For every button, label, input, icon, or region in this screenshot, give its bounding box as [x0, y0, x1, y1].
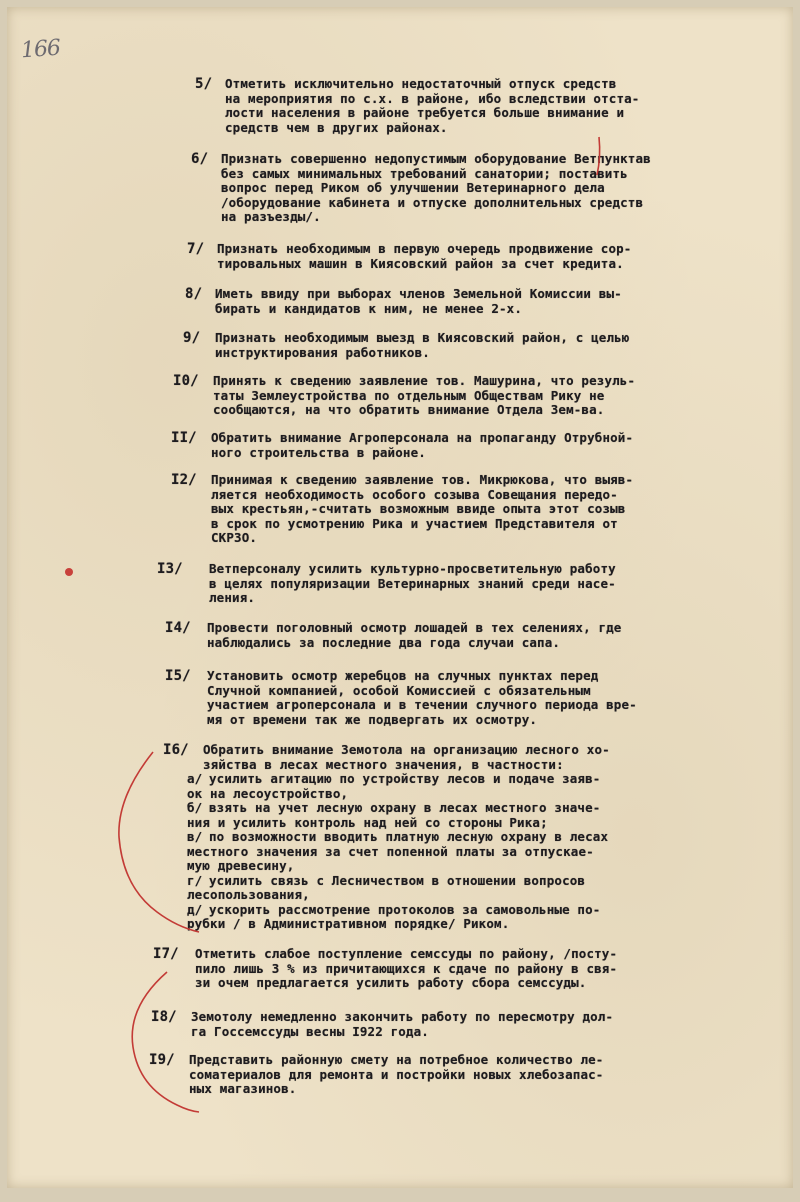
resolution-item-19 [149, 1053, 769, 1097]
item-number: I2/ [171, 472, 197, 488]
item-number: 5/ [195, 76, 213, 92]
resolution-item-13 [157, 562, 767, 606]
resolution-item-14 [165, 621, 775, 650]
item-text: Обратить внимание Земотола на организацию лесного хо- зяйства в лесах местного значения, в частности: [203, 742, 610, 772]
item-number: 6/ [191, 151, 209, 167]
item-number: 8/ [185, 286, 203, 302]
folio-number: 166 [20, 35, 61, 64]
item-text: Иметь ввиду при выборах членов Земельной Комиссии вы- бирать и кандидатов к ним, не менее 2-х. [215, 286, 622, 316]
item-text: Ветперсоналу усилить культурно-просветительную работу в целях популяризации Ветеринарных знаний среди насе- ления. [209, 561, 616, 605]
item-number: I3/ [157, 561, 183, 577]
resolution-item-16 [163, 743, 778, 932]
resolution-item-15 [165, 669, 775, 727]
resolution-item-6 [191, 152, 781, 225]
subitem [187, 772, 778, 801]
item-text: Представить районную смету на потребное количество ле- соматериалов для ремонта и постройки новых хлебозапас- ных магазинов. [189, 1052, 604, 1096]
item-text: Земотолу немедленно закончить работу по пересмотру дол- га Госсемссуды весны I922 года. [191, 1009, 614, 1039]
item-number: 9/ [183, 330, 201, 346]
item-text: Отметить исключительно недостаточный отпуск средств на мероприятия по с.х. в районе, ибо вследствии отста- лости населения в районе требуется больше внимание и средств чем в других районах. [225, 76, 640, 135]
resolution-item-12 [171, 473, 775, 546]
resolution-item-11 [171, 431, 771, 460]
item-number: II/ [171, 430, 197, 446]
subitem-text: по возможности вводить платную лесную охрану в лесах местного значения за счет попенной платы за отпускае- мую древесину, [187, 829, 609, 873]
item-text: Принять к сведению заявление тов. Машурина, что резуль- таты Землеустройства по отдельным Обществам Рику не сообщаются, на что обратить внимание Отдела Зем-ва. [213, 373, 636, 417]
red-dot-mark [65, 568, 73, 576]
resolution-item-5 [195, 77, 775, 135]
item-text: Признать необходимым выезд в Киясовский район, с целью инструктирования работников. [215, 330, 630, 360]
resolution-item-18 [151, 1010, 771, 1039]
resolution-item-17 [153, 947, 773, 991]
resolution-item-10 [173, 374, 773, 418]
subitem-text: взять на учет лесную охрану в лесах местного значе- ния и усилить контроль над ней со стороны Рика; [187, 800, 601, 830]
resolution-item-7 [187, 242, 777, 271]
item-number: I5/ [165, 668, 191, 684]
item-text: Принимая к сведению заявление тов. Микрюкова, что выяв- ляется необходимость особого созыва Совещания передо- вых крестьян,-считать возможным ввиде опыта этот созыв в срок по усмотрению Рика и участием Представителя от СКРЗО. [211, 472, 634, 545]
item-text: Признать необходимым в первую очередь продвижение сор- тировальных машин в Киясовский район за счет кредита. [217, 241, 632, 271]
item-text: Провести поголовный осмотр лошадей в тех селениях, где наблюдались за последние два года случаи сапа. [207, 620, 622, 650]
subitem [187, 801, 778, 830]
item-number: I7/ [153, 946, 179, 962]
item-number: 7/ [187, 241, 205, 257]
subitem-letter: а/ [187, 771, 203, 786]
subitem [187, 903, 778, 932]
item-number: I4/ [165, 620, 191, 636]
item-text: Установить осмотр жеребцов на случных пунктах перед Случной компанией, особой Комиссией с обязательным участием агроперсонала и в течении случного периода вре- мя от времени так же подвергать их осмотру. [207, 668, 637, 727]
resolution-item-8 [185, 287, 775, 316]
item-number: I0/ [173, 373, 199, 389]
document-page [7, 7, 793, 1188]
subitem [187, 874, 778, 903]
item-number: I8/ [151, 1009, 177, 1025]
item-number: I9/ [149, 1052, 175, 1068]
subitem-letter: в/ [187, 829, 203, 844]
subitem-text: усилить связь с Лесничеством в отношении вопросов лесопользования, [187, 872, 586, 902]
subitem-text: ускорить рассмотрение протоколов за самовольные по- рубки / в Административном порядке/ Риком. [187, 901, 601, 931]
subitem [187, 830, 778, 874]
subitem-letter: д/ [187, 901, 203, 917]
item-text: Признать совершенно недопустимым оборудование Ветпунктав без самых минимальных требований санатории; поставить вопрос перед Риком об улучшении Ветеринарного дела /оборудование кабинета и отпуске дополнительных средств на разъезды/. [221, 151, 651, 224]
resolution-item-9 [183, 331, 773, 360]
subitem-letter: б/ [187, 800, 203, 815]
item-number: I6/ [163, 742, 189, 758]
subitem-text: усилить агитацию по устройству лесов и подаче заяв- ок на лесоустройство, [187, 771, 601, 801]
item-text: Обратить внимание Агроперсонала на пропаганду Отрубной- ного строительства в районе. [211, 430, 634, 460]
item-text: Отметить слабое поступление семссуды по району, /посту- пило лишь 3 % из причитающихся к сдаче по району в свя- зи очем предлагается усилить работу сбора семссуды. [195, 946, 618, 990]
subitem-letter: г/ [187, 872, 203, 888]
